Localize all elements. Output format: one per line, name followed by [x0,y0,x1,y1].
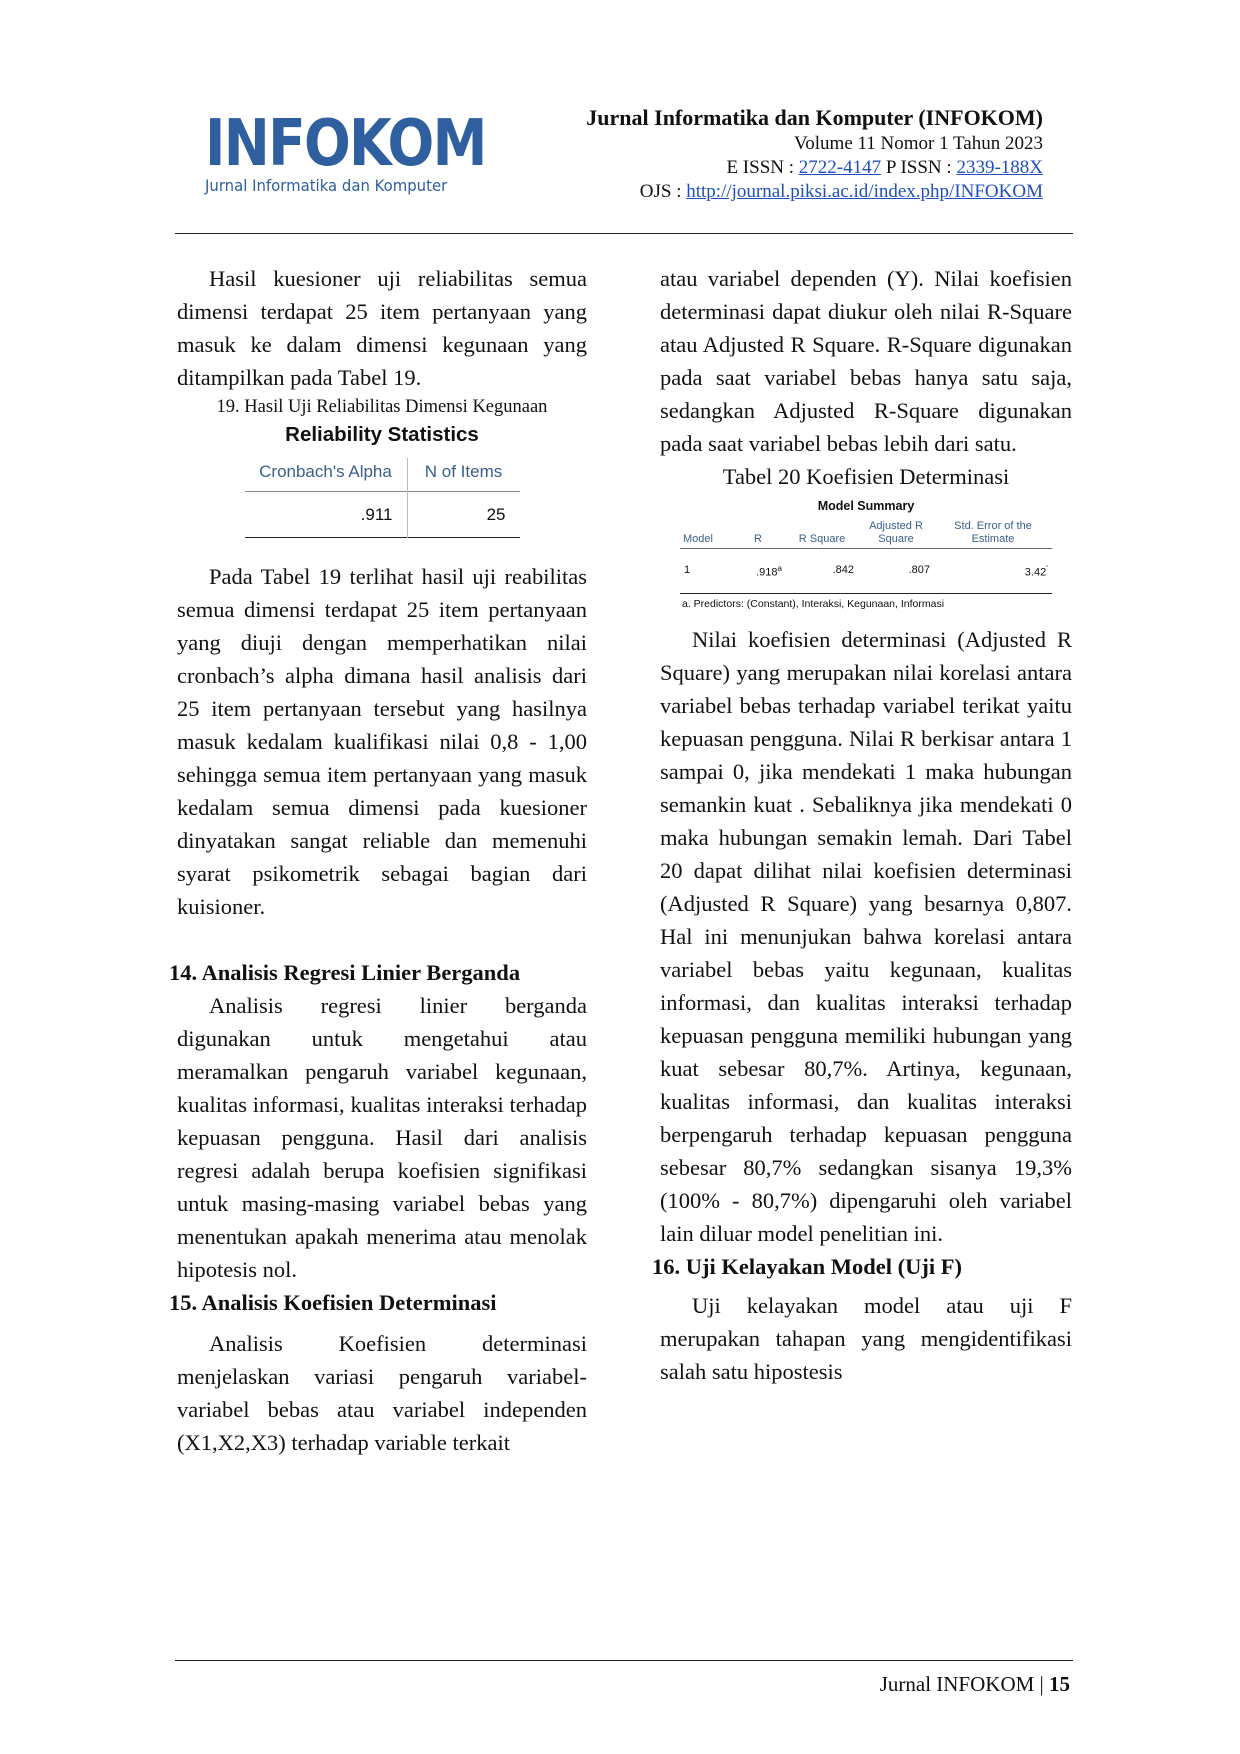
cell-r-square: .842 [832,564,854,577]
table-20-caption: Tabel 20 Koefisien Determinasi [722,464,1010,489]
column-header-model: Model [683,533,713,545]
header-divider [175,233,1073,234]
pissn-link[interactable]: 2339-188X [956,157,1043,178]
cell-model: 1 [684,564,691,577]
footer-journal: Jurnal INFOKOM | [879,1672,1049,1696]
column-header-items: N of Items [407,458,520,492]
cell-alpha: .911 [360,505,393,524]
right-column [652,262,1072,1388]
table-row [680,549,1052,594]
section-heading-16: 16. Uji Kelayakan Model (Uji F) [652,1253,962,1279]
table-row [245,492,520,538]
model-summary-table [680,497,1052,611]
column-header-r-square: R Square [798,533,846,545]
page-footer [880,1670,1070,1698]
cell-r: .918$^a$ [756,564,782,579]
logo-tagline: Jurnal Informatika dan Komputer [205,176,448,195]
cell-std-error: 3.42‘ [1024,564,1048,579]
eissn-label: E ISSN : [726,157,799,178]
issn-line [586,156,1043,180]
paragraph: Hasil kuesioner uji reliabilitas semua dimensi terdapat 25 item pertanyaan yang masuk ke dalam dimensi kegunaan yang ditampilkan pada Tabel 19. [177,266,587,390]
table-19-caption: 19. Hasil Uji Reliabilitas Dimensi Kegunaan [216,397,548,417]
column-header-alpha: Cronbach's Alpha [259,462,392,481]
left-column [169,262,587,1459]
paragraph: Analisis regresi linier berganda digunakan untuk mengetahui atau meramalkan pengaruh variabel kegunaan, kualitas informasi, kualitas interaksi terhadap kepuasan pengguna. Hasil dari analisis regresi adalah berupa koefisien signifikasi untuk masing-masing variabel bebas yang menentukan apakah menerima atau menolak hipotesis nol. [177,993,587,1282]
cell-n-items: 25 [407,492,520,538]
column-header-r: R [754,533,762,545]
column-header-std-error: Std. Error of the Estimate [954,520,1032,545]
paragraph: Uji kelayakan model atau uji F merupakan tahapan yang mengidentifikasi salah satu hipostesis [660,1292,1072,1384]
section-heading-14: 14. Analisis Regresi Linier Berganda [169,960,521,985]
journal-volume: Volume 11 Nomor 1 Tahun 2023 [793,133,1043,154]
logo-wordmark: INFOKOM [205,107,486,181]
reliability-statistics-table [245,420,520,538]
table-title: Model Summary [817,499,915,513]
table-footnote: a. Predictors: (Constant), Interaksi, Kegunaan, Informasi [682,597,945,610]
paragraph: atau variabel dependen (Y). Nilai koefisien determinasi dapat diukur oleh nilai R-Square atau Adjusted R Square. R-Square digunakan pada saat variabel bebas hanya satu saja, sedangkan Adjusted R-Square digunakan pada saat variabel bebas lebih dari satu. [660,266,1072,456]
journal-header-info [586,104,1043,204]
pissn-label: P ISSN : [881,157,957,178]
eissn-link[interactable]: 2722-4147 [798,157,882,178]
paragraph: Pada Tabel 19 terlihat hasil uji reabilitas semua dimensi terdapat 25 item pertanyaan yang diuji dengan memperhatikan nilai cronbach’s alpha dimana hasil analisis dari 25 item pertanyaan tersebut yang hasilnya masuk kedalam kualifikasi nilai 0,8 - 1,00 sehingga semua item pertanyaan yang masuk kedalam semua dimensi pada kuesioner dinyatakan sangat reliable dan memenuhi syarat psikometrik sebagai bagian dari kuisioner. [177,564,587,919]
journal-title: Jurnal Informatika dan Komputer (INFOKOM) [586,105,1043,130]
footer-divider [175,1660,1073,1661]
paragraph: Analisis Koefisien determinasi menjelaskan variasi pengaruh variabel-variabel bebas atau variabel independen (X1,X2,X3) terhadap variable terkait [177,1331,587,1455]
paragraph: Nilai koefisien determinasi (Adjusted R Square) yang merupakan nilai korelasi antara variabel bebas terhadap variabel terikat yaitu kepuasan pengguna. Nilai R berkisar antara 1 sampai 0, jika mendekati 1 maka hubungan semankin kuat . Sebaliknya jika mendekati 0 maka hubungan semakin lemah. Dari Tabel 20 dapat dilihat nilai koefisien determinasi (Adjusted R Square) yang besarnya 0,807. Hal ini menunjukan bahwa korelasi antara variabel bebas yaitu kegunaan, kualitas informasi, dan kualitas interaksi terhadap kepuasan pengguna memiliki hubungan yang kuat sebesar 80,7%. Artinya, kegunaan, kualitas informasi, dan kualitas interaksi berpengaruh terhadap kepuasan pengguna sebesar 80,7% sedangkan sisanya 19,3% (100% - 80,7%) dipengaruhi oleh variabel lain diluar model penelitian ini. [660,626,1072,1246]
ojs-link[interactable]: http://journal.piksi.ac.id/index.php/INFOKOM [686,181,1043,202]
cell-adjusted-r-square: .807 [908,564,930,577]
column-header-adjusted-r-square: Adjusted R Square [869,520,923,545]
page-number: 15 [1049,1672,1070,1696]
ojs-label: OJS : [639,181,687,202]
journal-logo [205,107,486,202]
ojs-line [586,180,1043,204]
section-heading-15: 15. Analisis Koefisien Determinasi [169,1290,497,1315]
table-title: Reliability Statistics [285,423,479,446]
